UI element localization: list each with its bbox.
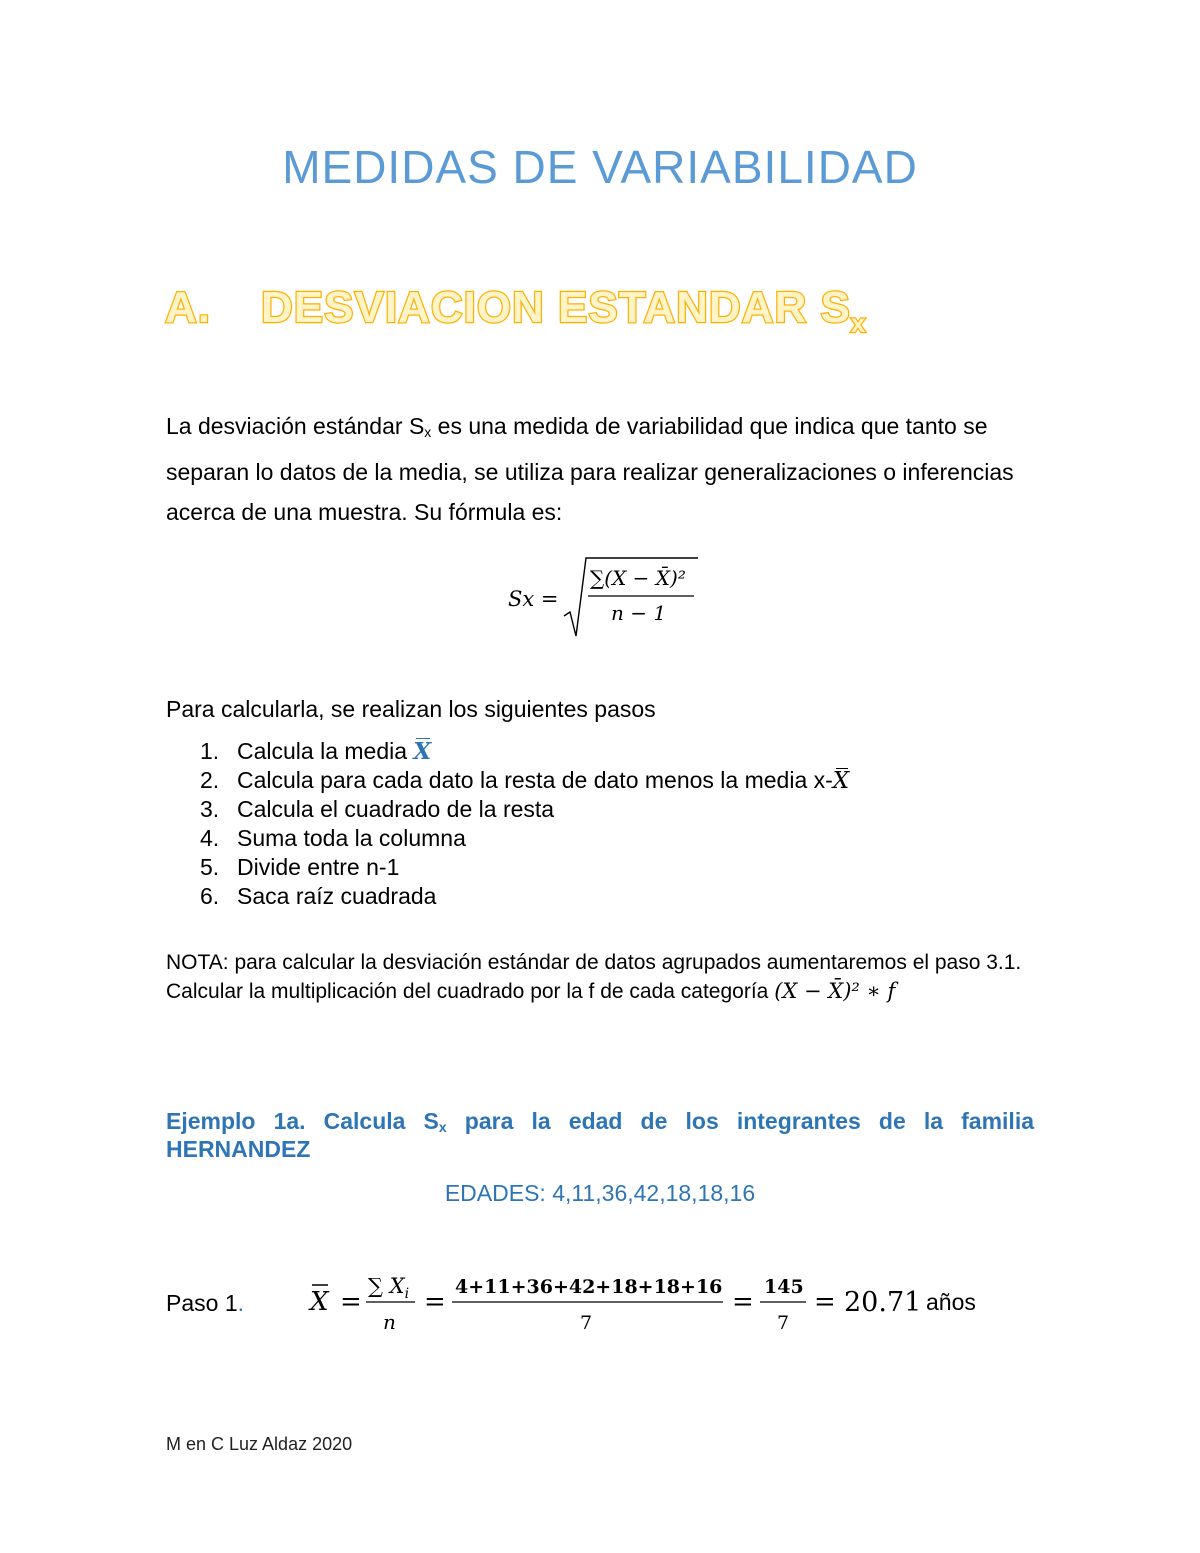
mean-symbol: X — [310, 1287, 329, 1317]
list-item — [200, 882, 849, 911]
step-number: 2. — [200, 767, 220, 793]
equals-sign: = — [732, 1287, 754, 1317]
list-item — [200, 737, 849, 766]
step-number: 5. — [200, 854, 220, 880]
equals-sign: = — [424, 1287, 446, 1317]
note-line-2-text: Calcular la multiplicación del cuadrado por la f de cada categoría — [166, 980, 775, 1003]
note-line-2 — [166, 977, 1066, 1006]
step-text: Divide entre n-1 — [237, 854, 400, 880]
unit-label: años — [926, 1289, 976, 1315]
intro-line-1-pre: La desviación estándar S — [166, 413, 425, 439]
fraction-denominator: 7 — [580, 1312, 593, 1334]
note-paragraph — [166, 949, 1066, 1006]
sum-numerator — [368, 1274, 409, 1302]
list-item — [200, 824, 849, 853]
ages-list: EDADES: 4,11,36,42,18,18,16 — [444, 1180, 756, 1206]
intro-line-3: acerca de una muestra. Su fórmula es: — [166, 499, 563, 525]
intro-subscript: x — [424, 424, 432, 440]
sum-denominator: n — [383, 1310, 396, 1334]
sum-symbol: ∑ X — [368, 1274, 405, 1298]
step1-label-text: Paso 1 — [166, 1290, 238, 1316]
formula-denominator: n − 1 — [611, 601, 667, 625]
section-heading-text: DESVIACION ESTANDAR S — [261, 283, 851, 332]
list-item — [200, 766, 849, 795]
steps-intro: Para calcularla, se realizan los siguientes pasos — [166, 696, 656, 722]
section-heading-subscript: x — [850, 308, 867, 338]
mean-symbol: X — [413, 738, 432, 765]
list-item — [200, 795, 849, 824]
example-heading-pre: Ejemplo 1a. Calcula S — [166, 1108, 439, 1134]
intro-line-1 — [166, 406, 1036, 452]
step-text: Calcula la media — [237, 738, 414, 764]
section-letter: A. — [165, 283, 211, 332]
note-formula: (X − X̄)² ∗ f — [774, 979, 896, 1003]
step-text: Suma toda la columna — [237, 825, 466, 851]
step-number: 6. — [200, 883, 220, 909]
std-dev-formula — [508, 552, 708, 642]
list-item — [200, 853, 849, 882]
document-title: MEDIDAS DE VARIABILIDAD — [282, 141, 918, 193]
note-line-1: NOTA: para calcular la desviación estándar de datos agrupados aumentaremos el paso 3.1. — [166, 951, 1022, 974]
formula-lhs: Sx = — [508, 587, 559, 611]
step-number: 4. — [200, 825, 220, 851]
step-text: Calcula para cada dato la resta de dato menos la media x- — [237, 767, 833, 793]
mean-result: 20.71 — [844, 1287, 922, 1318]
sum-subscript: i — [404, 1286, 410, 1302]
step1-label — [166, 1290, 244, 1317]
equals-sign: = — [814, 1287, 836, 1317]
step-number: 3. — [200, 796, 220, 822]
intro-paragraph — [166, 406, 1036, 532]
intro-line-2: separan lo datos de la media, se utiliza para realizar generalizaciones o inferencias — [166, 459, 1014, 485]
step-text: Calcula el cuadrado de la resta — [237, 796, 555, 822]
mean-symbol: X — [832, 768, 850, 794]
fraction-denominator: 7 — [777, 1312, 790, 1334]
fraction-numerator: 145 — [764, 1276, 804, 1298]
footer-author: M en C Luz Aldaz 2020 — [166, 1434, 353, 1454]
step1-label-dot: . — [237, 1290, 244, 1316]
formula-numerator: ∑(X − X̄)² — [590, 566, 686, 590]
example-heading-line-2: HERNANDEZ — [166, 1136, 311, 1162]
equals-sign: = — [340, 1287, 362, 1317]
mean-calculation — [300, 1262, 1020, 1342]
example-heading-subscript: x — [438, 1119, 447, 1135]
step-text: Saca raíz cuadrada — [237, 883, 437, 909]
intro-line-1-post: es una medida de variabilidad que indica que tanto se — [431, 413, 988, 439]
steps-list — [200, 737, 849, 911]
section-heading — [165, 283, 866, 339]
step-number: 1. — [200, 738, 220, 764]
fraction-numerator: 4+11+36+42+18+18+16 — [455, 1276, 723, 1298]
example-heading-post: para la edad de los integrantes de la familia — [446, 1108, 1035, 1134]
